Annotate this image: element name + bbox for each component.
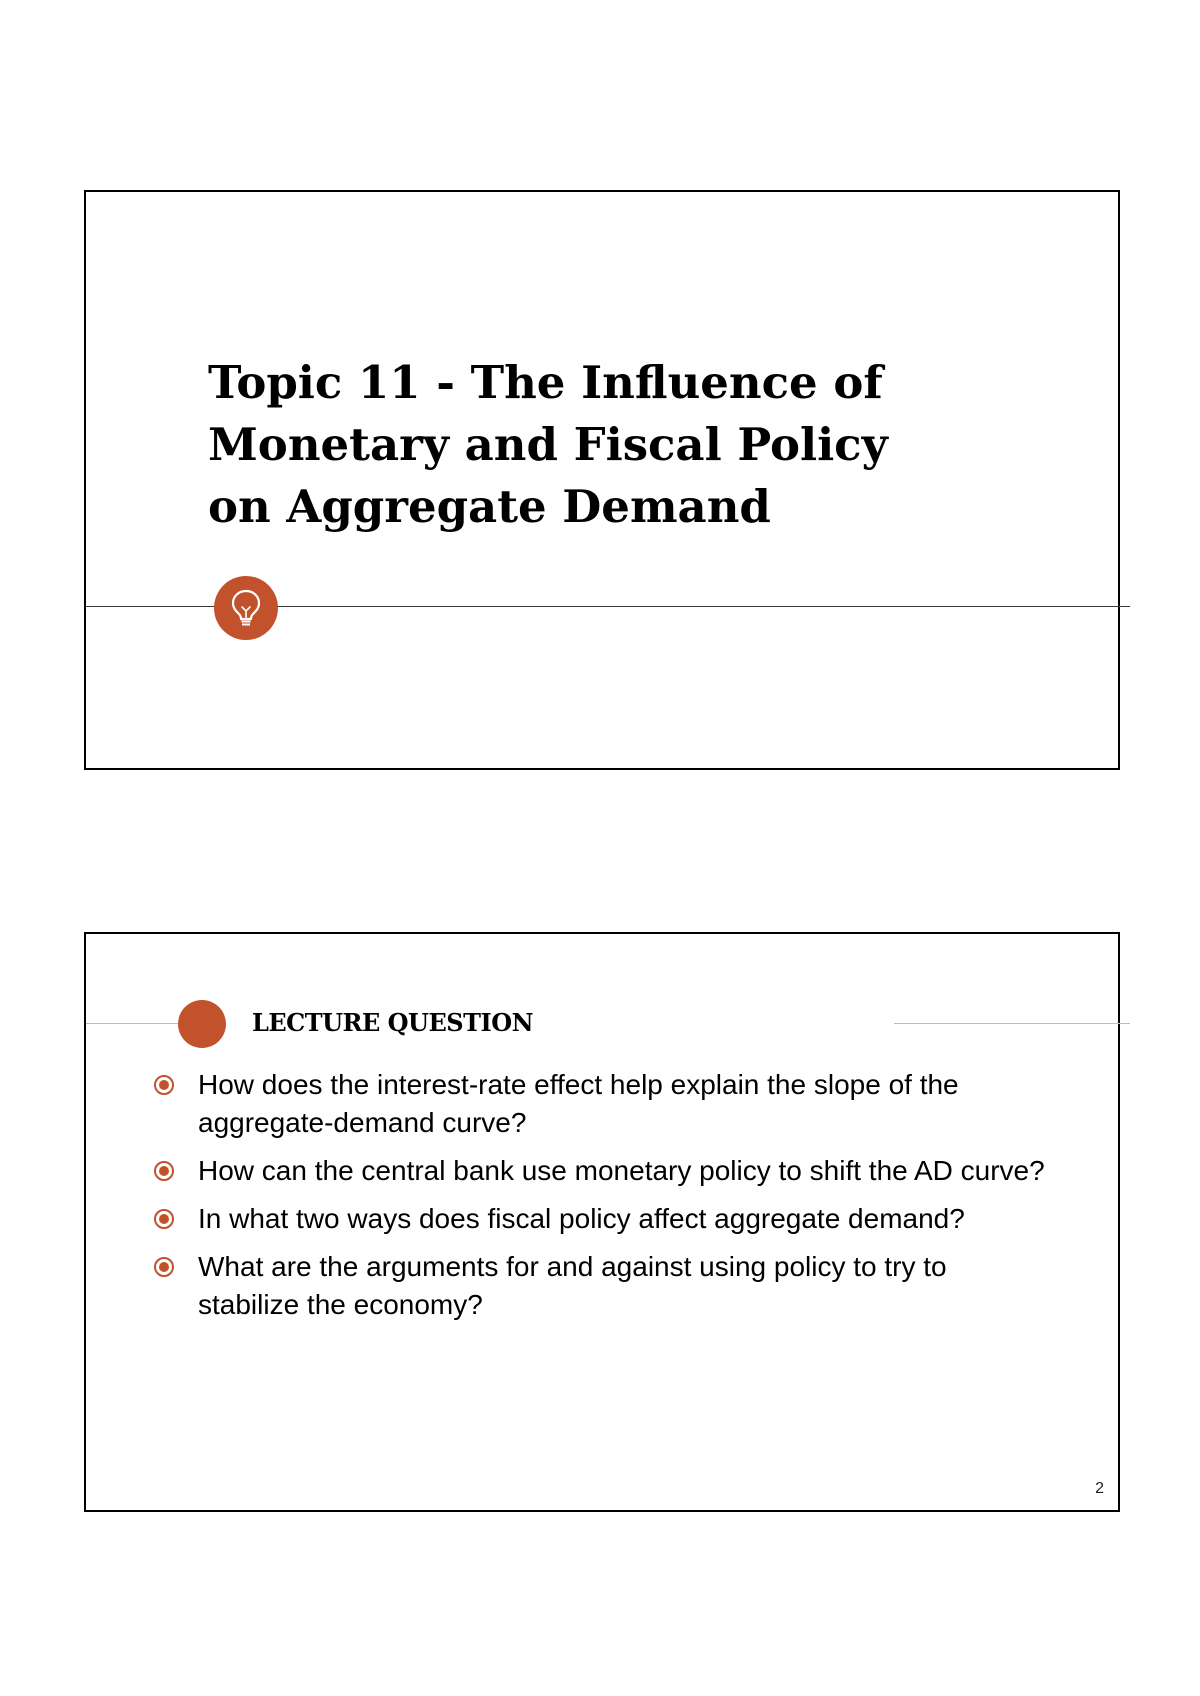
question-list [152,1066,1052,1334]
lightbulb-icon [229,588,263,628]
question-item [152,1248,1052,1324]
question-text: In what two ways does fiscal policy affect aggregate demand? [198,1203,965,1234]
circle-bullet-icon [154,1257,174,1277]
heading-rule-right [894,1023,1130,1024]
title-line-3: on Aggregate Demand [208,480,771,533]
title-line-2: Monetary and Fiscal Policy [208,418,888,471]
slide-2 [84,932,1120,1512]
question-text: What are the arguments for and against using policy to try to stabilize the economy? [198,1251,947,1320]
question-item [152,1152,1052,1190]
circle-bullet-icon [154,1075,174,1095]
circle-bullet-icon [154,1209,174,1229]
heading-rule-left [86,1023,178,1024]
circle-bullet-icon [154,1161,174,1181]
heading-circle-icon [178,1000,226,1048]
title-line-1: Topic 11 - The Influence of [208,356,883,409]
question-text: How does the interest-rate effect help explain the slope of the aggregate-demand curve? [198,1069,959,1138]
slide-title [208,352,968,538]
lightbulb-badge [214,576,278,640]
question-item [152,1200,1052,1238]
question-text: How can the central bank use monetary policy to shift the AD curve? [198,1155,1045,1186]
lecture-question-heading: LECTURE QUESTION [252,1008,534,1037]
page-number: 2 [1095,1480,1104,1497]
question-item [152,1066,1052,1142]
slide-1 [84,190,1120,770]
